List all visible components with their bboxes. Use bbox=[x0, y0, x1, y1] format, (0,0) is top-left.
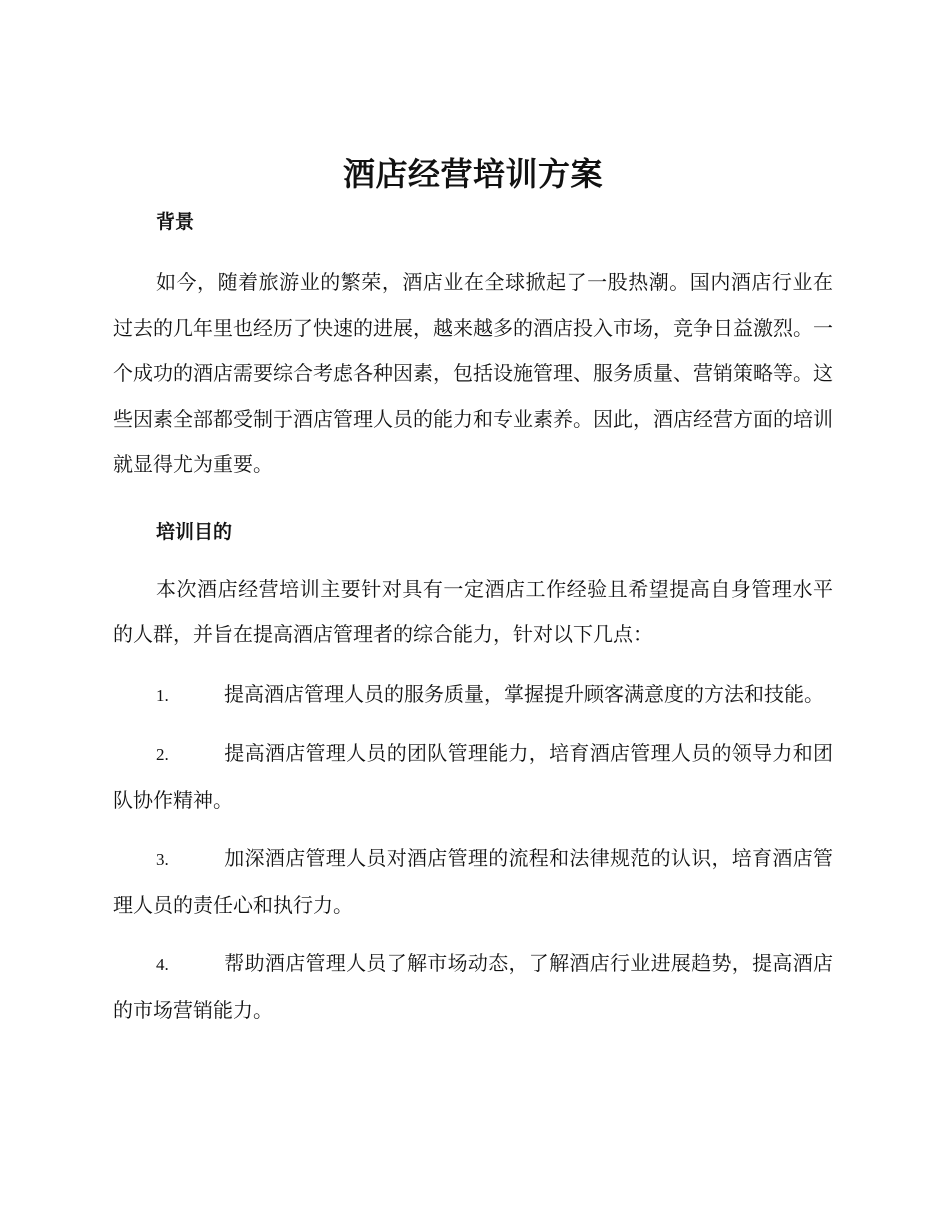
training-goals-list bbox=[113, 672, 833, 1034]
section-heading-background: 背景 bbox=[156, 211, 195, 233]
list-item-text: 提高酒店管理人员的团队管理能力，培育酒店管理人员的领导力和团队协作精神。 bbox=[113, 741, 833, 812]
list-item bbox=[113, 836, 833, 928]
list-item-number: 3. bbox=[156, 850, 169, 869]
list-item-number: 4. bbox=[156, 955, 169, 974]
document-body bbox=[113, 150, 833, 1046]
list-item bbox=[113, 731, 833, 823]
list-item bbox=[113, 941, 833, 1033]
list-item bbox=[113, 672, 833, 719]
list-item-text: 帮助酒店管理人员了解市场动态，了解酒店行业进展趋势，提高酒店的市场营销能力。 bbox=[113, 951, 833, 1022]
section-heading-training-goals: 培训目的 bbox=[156, 520, 233, 543]
list-item-number: 1. bbox=[156, 685, 169, 705]
list-item-number: 2. bbox=[156, 745, 169, 764]
background-paragraph: 如今，随着旅游业的繁荣，酒店业在全球掀起了一股热潮。国内酒店行业在过去的几年里也经历了快速的进展，越来越多的酒店投入市场，竞争日益激烈。一个成功的酒店需要综合考虑各种因素，包括设施管理、服务质量、营销策略等。这些因素全部都受制于酒店管理人员的能力和专业素养。因此，酒店经营方面的培训就显得尤为重要。 bbox=[113, 270, 833, 476]
list-item-text: 加深酒店管理人员对酒店管理的流程和法律规范的认识，培育酒店管理人员的责任心和执行力。 bbox=[113, 846, 833, 917]
training-goals-paragraph: 本次酒店经营培训主要针对具有一定酒店工作经验且希望提高自身管理水平的人群，并旨在提高酒店管理者的综合能力，针对以下几点： bbox=[113, 576, 833, 646]
document-title: 酒店经营培训方案 bbox=[342, 155, 603, 193]
list-item-text: 提高酒店管理人员的服务质量，掌握提升顾客满意度的方法和技能。 bbox=[224, 681, 824, 706]
